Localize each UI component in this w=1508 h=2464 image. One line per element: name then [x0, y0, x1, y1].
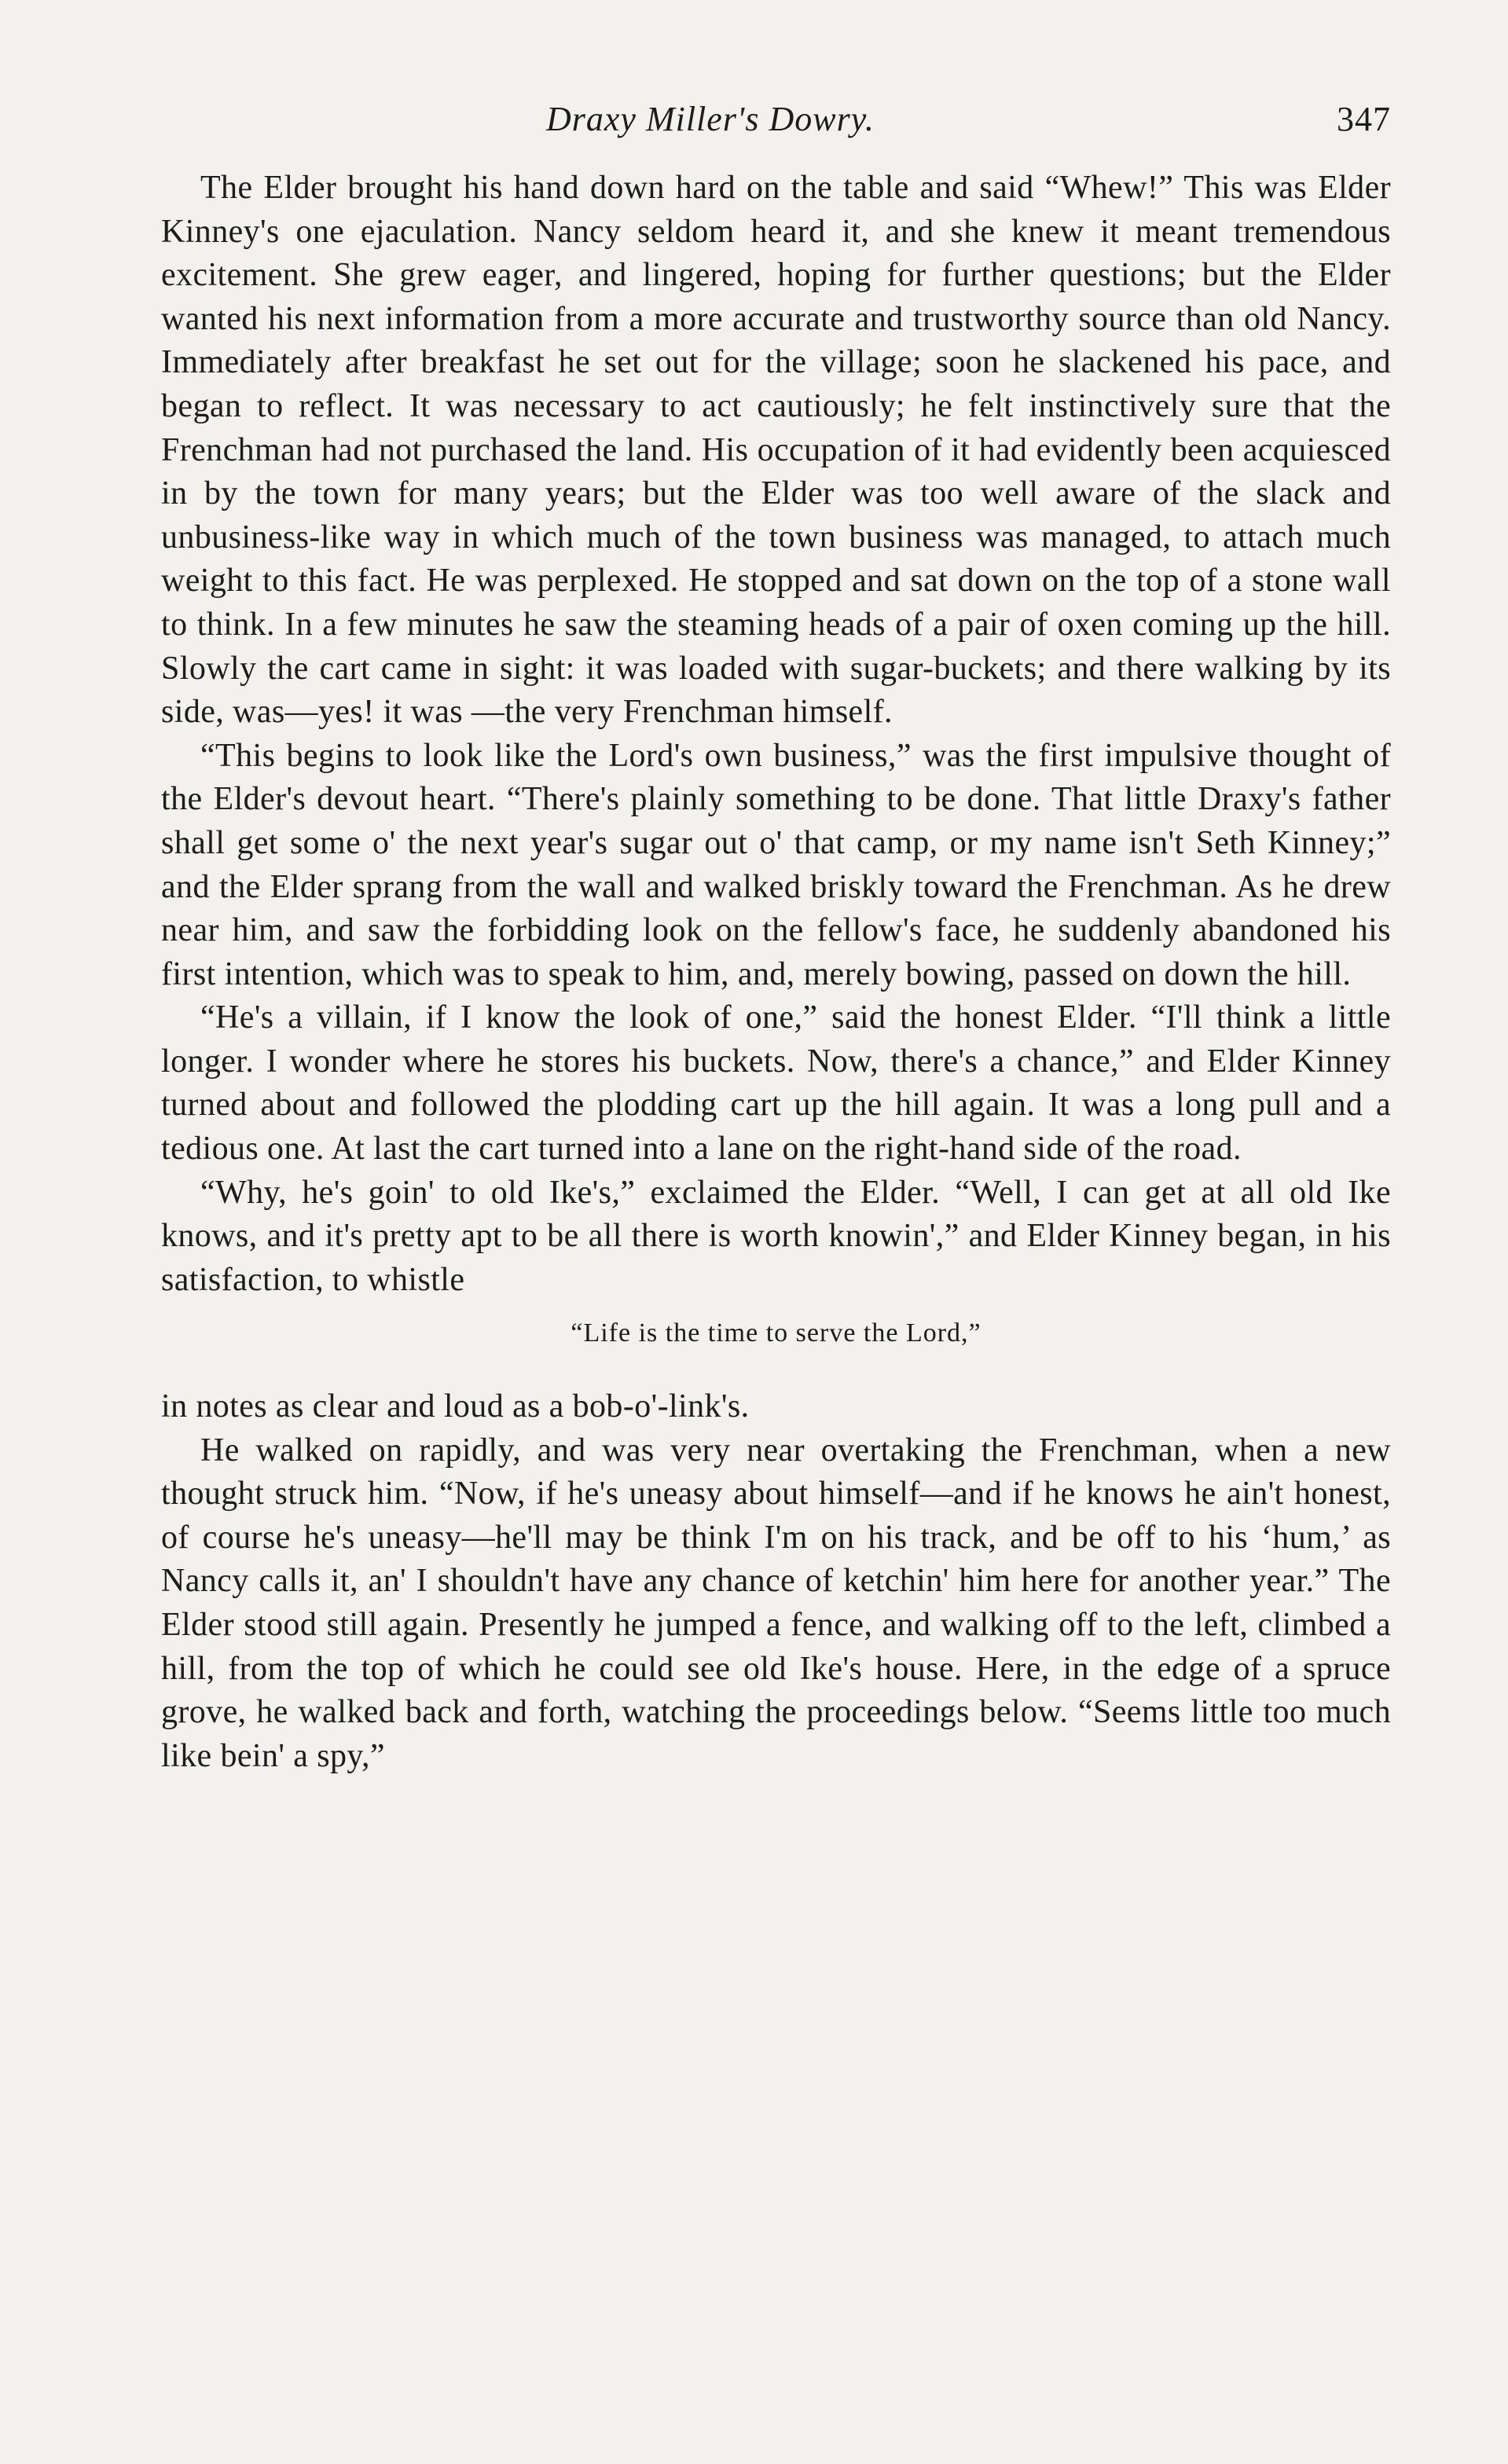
- body-text: [161, 167, 1391, 1778]
- verse-quote: “Life is the time to serve the Lord,”: [571, 1318, 981, 1348]
- paragraph: He walked on rapidly, and was very near overtaking the Frenchman, when a new thought struck him. “Now, if he's uneasy about himself—and if he knows he ain't honest, of course he's uneasy—he'll may be think I'm on his track, and be off to his ‘hum,’ as Nancy calls it, an' I shouldn't have any chance of ketchin' him here for another year.” The Elder stood still again. Presently he jumped a fence, and walking off to the left, climbed a hill, from the top of which he could see old Ike's house. Here, in the edge of a spruce grove, he walked back and forth, watching the proceedings below. “Seems little too much like bein' a spy,”: [161, 1432, 1391, 1774]
- paragraph: The Elder brought his hand down hard on the table and said “Whew!” This was Elder Kinney's one ejaculation. Nancy seldom heard it, and she knew it meant tremendous excitement. She grew eager, and lingered, hoping for further questions; but the Elder wanted his next information from a more accurate and trustworthy source than old Nancy. Immediately after breakfast he set out for the village; soon he slackened his pace, and began to reflect. It was necessary to act cautiously; he felt instinctively sure that the Frenchman had not purchased the land. His occupation of it had evidently been acquiesced in by the town for many years; but the Elder was too well aware of the slack and unbusiness-like way in which much of the town business was managed, to attach much weight to this fact. He was perplexed. He stopped and sat down on the top of a stone wall to think. In a few minutes he saw the steaming heads of a pair of oxen coming up the hill. Slowly the cart came in sight: it was loaded with sugar-buckets; and there walking by its side, was—yes! it was —the very Frenchman himself.: [161, 170, 1391, 731]
- paragraph: “Why, he's goin' to old Ike's,” exclaimed the Elder. “Well, I can get at all old Ike knows, and it's pretty apt to be all there is worth knowin',” and Elder Kinney began, in his satisfaction, to whistle: [161, 1174, 1391, 1298]
- paragraph: “This begins to look like the Lord's own business,” was the first impulsive thought of the Elder's devout heart. “There's plainly something to be done. That little Draxy's father shall get some o' the next year's sugar out o' that camp, or my name isn't Seth Kinney;” and the Elder sprang from the wall and walked briskly toward the Frenchman. As he drew near him, and saw the forbidding look on the fellow's face, he suddenly abandoned his first intention, which was to speak to him, and, merely bowing, passed on down the hill.: [161, 737, 1391, 992]
- paragraph: “He's a villain, if I know the look of one,” said the honest Elder. “I'll think a little longer. I wonder where he stores his buckets. Now, there's a chance,” and Elder Kinney turned about and followed the plodding cart up the hill again. It was a long pull and a tedious one. At last the cart turned into a lane on the right-hand side of the road.: [161, 999, 1391, 1168]
- page-number: 347: [1337, 100, 1391, 138]
- running-title: Draxy Miller's Dowry.: [546, 100, 875, 138]
- page-header: [161, 93, 1391, 156]
- book-page: [161, 93, 1391, 1778]
- paragraph-continuation: in notes as clear and loud as a bob-o'-link's.: [161, 1388, 750, 1425]
